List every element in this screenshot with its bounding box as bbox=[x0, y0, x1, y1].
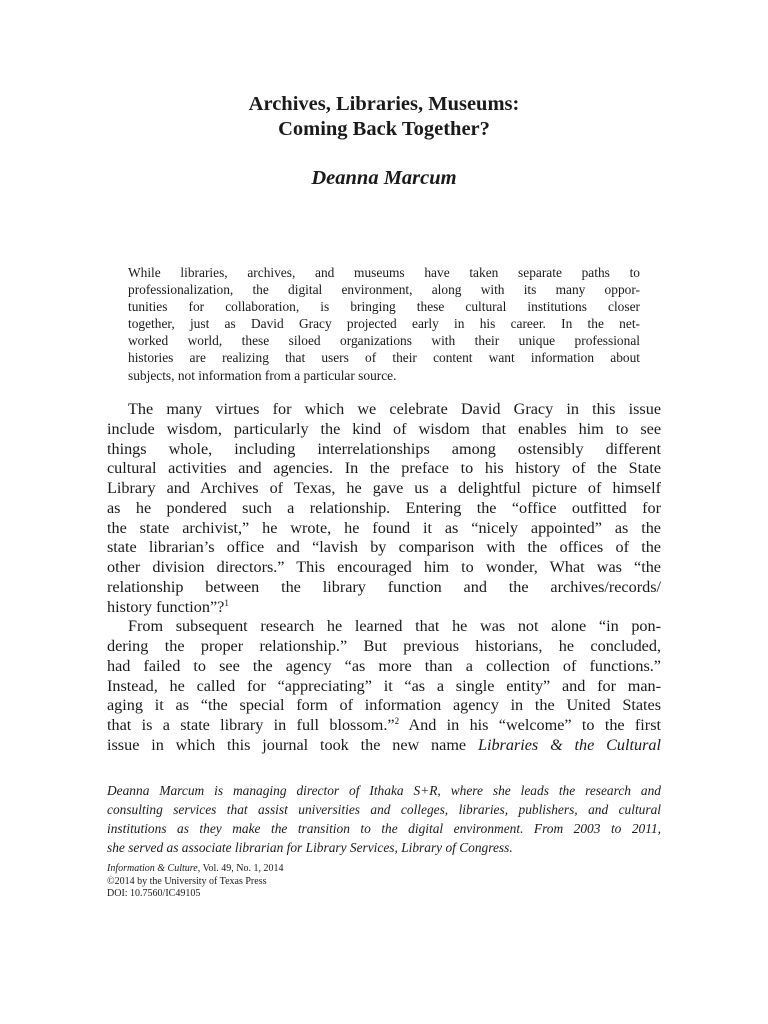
copyright-line: ©2014 by the University of Texas Press bbox=[107, 875, 267, 887]
bio-line: she served as associate librarian for Library Services, Library of Congress. bbox=[107, 840, 513, 855]
body-line: other division directors.” This encouraged him to wonder, What was “the bbox=[107, 558, 661, 576]
article-title-line: Coming Back Together? bbox=[278, 118, 490, 140]
body-line: the state archivist,” he wrote, he found it as “nicely appointed” as the bbox=[107, 518, 661, 537]
abstract-line: histories are realizing that users of their content want information about bbox=[128, 350, 640, 366]
body-line: had failed to see the agency “as more than a collection of functions.” bbox=[107, 656, 661, 675]
article-title bbox=[107, 92, 661, 142]
body-line-text: And in his “welcome” to the first bbox=[399, 716, 661, 734]
abstract-line: together, just as David Gracy projected early in his career. In the net- bbox=[128, 316, 640, 332]
bio-line: consulting services that assist universities and colleges, libraries, publishers, and cultural bbox=[107, 802, 661, 817]
publication-footer bbox=[107, 863, 467, 901]
body-line: things whole, including interrelationships among ostensibly different bbox=[107, 439, 661, 458]
article-author: Deanna Marcum bbox=[311, 167, 457, 189]
body-line bbox=[107, 716, 661, 736]
journal-title: Information & Culture bbox=[107, 863, 198, 874]
body-line: state librarian’s office and “lavish by comparison with the offices of the bbox=[107, 538, 661, 557]
journal-name: Libraries & the Cultural bbox=[477, 735, 661, 754]
body-line: The many virtues for which we celebrate David Gracy in this issue bbox=[128, 400, 661, 418]
article-title-line: Archives, Libraries, Museums: bbox=[248, 93, 520, 115]
body-line-text: history function”? bbox=[107, 597, 225, 616]
body-line-text: that is a state library in full blossom.” bbox=[107, 716, 395, 734]
body-line: From subsequent research he learned that he was not alone “in pon- bbox=[128, 617, 661, 636]
footnote-ref[interactable]: 1 bbox=[224, 597, 229, 608]
abstract-line: While libraries, archives, and museums have taken separate paths to bbox=[128, 265, 640, 280]
body-line: dering the proper relationship.” But previous historians, he concluded, bbox=[107, 637, 661, 655]
body-line bbox=[107, 736, 661, 756]
citation-line bbox=[107, 863, 467, 876]
body-line: as he pondered such a relationship. Entering the “office outfitted for bbox=[107, 498, 661, 517]
body-line: Instead, he called for “appreciating” it “as a single entity” and for man- bbox=[107, 676, 661, 695]
author-bio bbox=[107, 781, 661, 857]
body-line-text: issue in which this journal took the new name bbox=[107, 735, 478, 754]
body-text bbox=[107, 400, 661, 756]
body-line: aging it as “the special form of information agency in the United States bbox=[107, 696, 661, 715]
footnote-ref[interactable]: 2 bbox=[394, 716, 400, 726]
abstract bbox=[128, 264, 640, 384]
bio-line: Deanna Marcum is managing director of Ithaka S+R, where she leads the research and bbox=[107, 783, 661, 798]
abstract-line: worked world, these siloed organizations with their unique professional bbox=[128, 333, 640, 349]
body-line: cultural activities and agencies. In the preface to his history of the State bbox=[107, 459, 661, 478]
doi-line[interactable]: DOI: 10.7560/IC49105 bbox=[107, 888, 201, 899]
bio-line: institutions as they make the transition to the digital environment. From 2003 to 2011, bbox=[107, 821, 661, 836]
body-line: Library and Archives of Texas, he gave us a delightful picture of himself bbox=[107, 479, 661, 497]
abstract-line: professionalization, the digital environment, along with its many oppor- bbox=[128, 282, 640, 298]
volume-info: , Vol. 49, No. 1, 2014 bbox=[197, 863, 284, 874]
body-line bbox=[107, 598, 661, 618]
body-line: relationship between the library function and the archives/records/ bbox=[107, 577, 661, 596]
abstract-line: subjects, not information from a particular source. bbox=[128, 367, 397, 383]
abstract-line: tunities for collaboration, is bringing these cultural institutions closer bbox=[128, 299, 640, 315]
body-line: include wisdom, particularly the kind of wisdom that enables him to see bbox=[107, 419, 661, 438]
